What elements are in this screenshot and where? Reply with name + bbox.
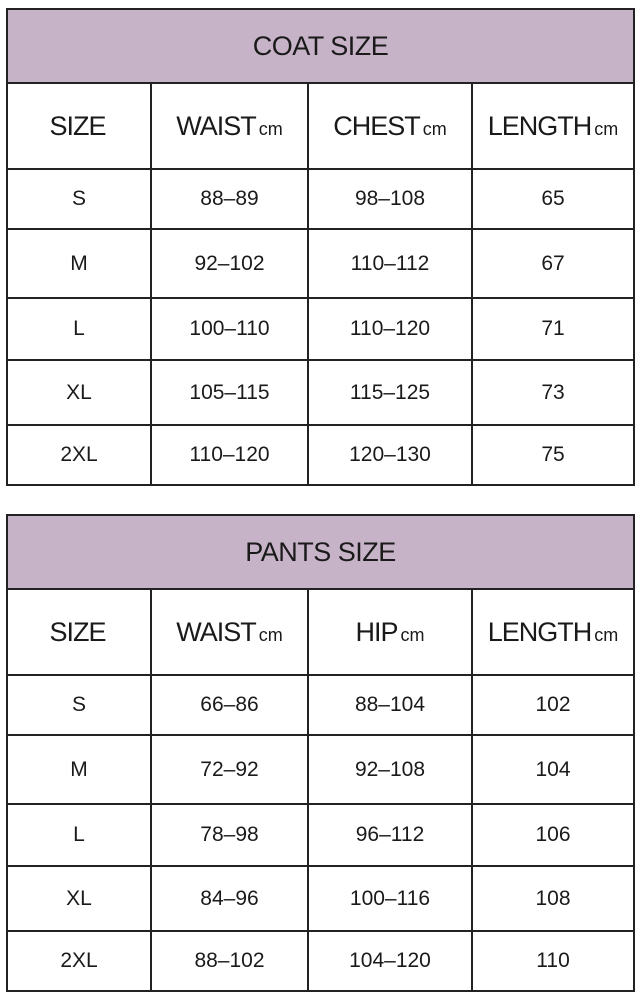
- length-cell: 73: [472, 360, 634, 425]
- header-cell: [7, 589, 151, 675]
- chest-cell: 98–108: [308, 169, 472, 229]
- table-row: [7, 675, 634, 735]
- header-unit: cm: [258, 118, 283, 139]
- header-label: SIZE: [49, 616, 106, 647]
- header-cell: [151, 83, 308, 169]
- header-unit: cm: [594, 624, 619, 645]
- header-label: LENGTH: [487, 110, 592, 141]
- pants-size-table: [6, 514, 635, 992]
- table-row: [7, 735, 634, 804]
- header-cell: [308, 83, 472, 169]
- size-cell: L: [7, 804, 151, 866]
- table-row: [7, 425, 634, 485]
- waist-cell: 100–110: [151, 298, 308, 360]
- waist-cell: 88–102: [151, 931, 308, 991]
- size-cell: S: [7, 675, 151, 735]
- waist-cell: 88–89: [151, 169, 308, 229]
- length-cell: 67: [472, 229, 634, 298]
- header-label: WAIST: [176, 110, 256, 141]
- hip-cell: 96–112: [308, 804, 472, 866]
- size-cell: XL: [7, 866, 151, 931]
- size-cell: M: [7, 735, 151, 804]
- chest-cell: 110–112: [308, 229, 472, 298]
- header-label: CHEST: [333, 110, 420, 141]
- waist-cell: 72–92: [151, 735, 308, 804]
- chest-cell: 120–130: [308, 425, 472, 485]
- header-label: WAIST: [176, 616, 256, 647]
- table-row: [7, 298, 634, 360]
- header-label: HIP: [355, 616, 398, 647]
- length-cell: 65: [472, 169, 634, 229]
- header-label: LENGTH: [487, 616, 592, 647]
- waist-cell: 78–98: [151, 804, 308, 866]
- waist-cell: 84–96: [151, 866, 308, 931]
- header-unit: cm: [258, 624, 283, 645]
- header-cell: [7, 83, 151, 169]
- size-cell: 2XL: [7, 931, 151, 991]
- pants-size-title: PANTS SIZE: [7, 515, 634, 589]
- hip-cell: 88–104: [308, 675, 472, 735]
- table-row: [7, 931, 634, 991]
- table-row: [7, 229, 634, 298]
- size-cell: S: [7, 169, 151, 229]
- hip-cell: 100–116: [308, 866, 472, 931]
- size-cell: M: [7, 229, 151, 298]
- length-cell: 102: [472, 675, 634, 735]
- table-row: [7, 866, 634, 931]
- header-unit: cm: [400, 624, 425, 645]
- table-row: [7, 169, 634, 229]
- header-cell: [472, 589, 634, 675]
- coat-size-title: COAT SIZE: [7, 9, 634, 83]
- header-unit: cm: [594, 118, 619, 139]
- size-cell: 2XL: [7, 425, 151, 485]
- hip-cell: 92–108: [308, 735, 472, 804]
- length-cell: 104: [472, 735, 634, 804]
- length-cell: 108: [472, 866, 634, 931]
- header-unit: cm: [422, 118, 447, 139]
- hip-cell: 104–120: [308, 931, 472, 991]
- header-cell: [151, 589, 308, 675]
- size-cell: XL: [7, 360, 151, 425]
- header-cell: [472, 83, 634, 169]
- header-cell: [308, 589, 472, 675]
- length-cell: 110: [472, 931, 634, 991]
- table-row: [7, 360, 634, 425]
- length-cell: 75: [472, 425, 634, 485]
- length-cell: 71: [472, 298, 634, 360]
- waist-cell: 66–86: [151, 675, 308, 735]
- waist-cell: 110–120: [151, 425, 308, 485]
- waist-cell: 92–102: [151, 229, 308, 298]
- header-label: SIZE: [49, 110, 106, 141]
- chest-cell: 115–125: [308, 360, 472, 425]
- waist-cell: 105–115: [151, 360, 308, 425]
- size-cell: L: [7, 298, 151, 360]
- coat-size-table: [6, 8, 635, 486]
- table-row: [7, 804, 634, 866]
- length-cell: 106: [472, 804, 634, 866]
- chest-cell: 110–120: [308, 298, 472, 360]
